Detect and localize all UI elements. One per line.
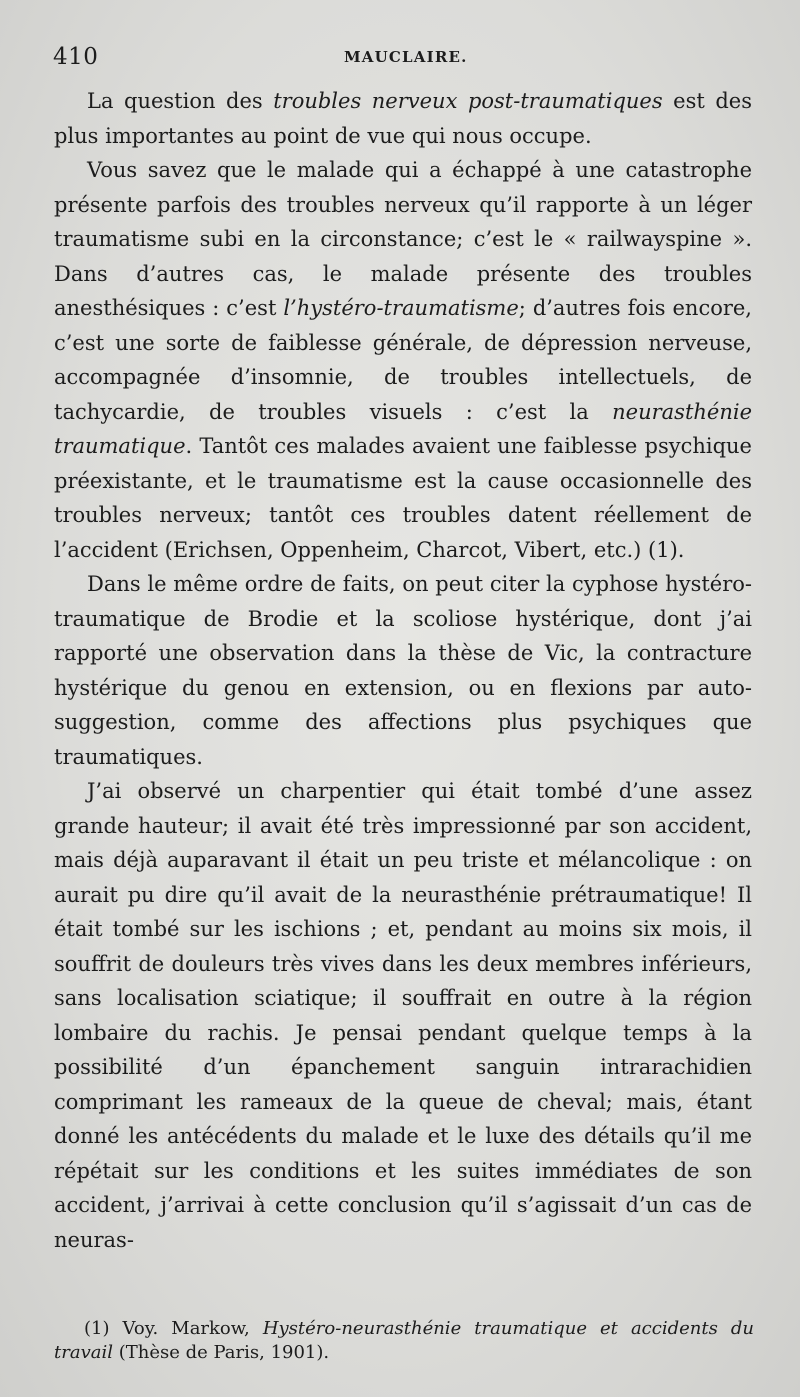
- paragraph-1-text-end: est des plus importantes au point de vue qui nous occupe.: [54, 89, 752, 148]
- paragraph-1-italic: troubles nerveux post-traumatiques: [273, 89, 663, 113]
- page-header: [53, 44, 753, 78]
- footnotes: [54, 1317, 754, 1365]
- paragraph-1-text: La question des: [87, 89, 274, 113]
- paragraph-2-italic-2: neurasthénie traumatique: [54, 399, 752, 458]
- paragraph-4: J’ai observé un charpentier qui était tombé d’une assez grande hauteur; il avait été très impressionné par son accident, mais déjà auparavant il était un peu triste et mélancolique : on aurait pu dire qu’il avait de la neurasthénie prétraumatique! Il était tombé sur les ischions ; et, pendant au moins six mois, il souffrit de douleurs très vives dans les deux membres inférieurs, sans localisation sciatique; il souffrait en outre à la région lombaire du rachis. Je pensai pendant quelque temps à la possibilité d’un épanchement sanguin intrarachidien comprimant les rameaux de la queue de cheval; mais, étant donné les antécédents du malade et le luxe des détails qu’il me répétait sur les conditions et les suites immédiates de son accident, j’arrivai à cette conclusion qu’il s’agissait d’un cas de neuras-: [54, 779, 752, 1252]
- paragraph-1: [54, 84, 752, 153]
- paragraph-3: Dans le même ordre de faits, on peut citer la cyphose hystéro-traumatique de Brodie et la scoliose hystérique, dont j’ai rapporté une observation dans la thèse de Vic, la contracture hystérique du genou en extension, ou en flexions par auto-suggestion, comme des affections plus psychiques que traumatiques.: [54, 572, 752, 769]
- page-number: 410: [53, 44, 99, 70]
- paragraph-2-text: Vous savez que le malade qui a échappé à une catastrophe présente parfois des troubles nerveux qu’il rapporte à un léger traumatisme subi en la circonstance; c’est le « railwayspine ». Dans d’autres cas, le malade présente des troubles anesthésiques : c’est: [54, 158, 752, 320]
- paragraph-2: [54, 153, 752, 567]
- footnote-1-text-end: (Thèse de Paris, 1901).: [112, 1342, 330, 1363]
- footnote-1-text: (1) Voy. Markow,: [84, 1318, 263, 1339]
- body-text: [54, 84, 752, 1257]
- paragraph-2-text-mid: ; d’autres fois encore, c’est une sorte de faiblesse générale, de dépression nerveuse, accompagnée d’insomnie, de troubles intellectuels, de tachycardie, de troubles visuels : c’est la: [54, 296, 752, 424]
- footnote-1: [54, 1317, 754, 1365]
- paragraph-2-italic-1: l’hystéro-traumatisme: [283, 296, 519, 320]
- paragraph-2-text-end: . Tantôt ces malades avaient une faiblesse psychique préexistante, et le traumatisme est la cause occasionnelle des troubles nerveux; tantôt ces troubles datent réellement de l’accident (Erichsen, Oppenheim, Charcot, Vibert, etc.) (1).: [54, 434, 752, 562]
- running-head: MAUCLAIRE.: [344, 48, 468, 66]
- footnote-1-italic: Hystéro-neurasthénie traumatique et accidents du travail: [54, 1318, 754, 1363]
